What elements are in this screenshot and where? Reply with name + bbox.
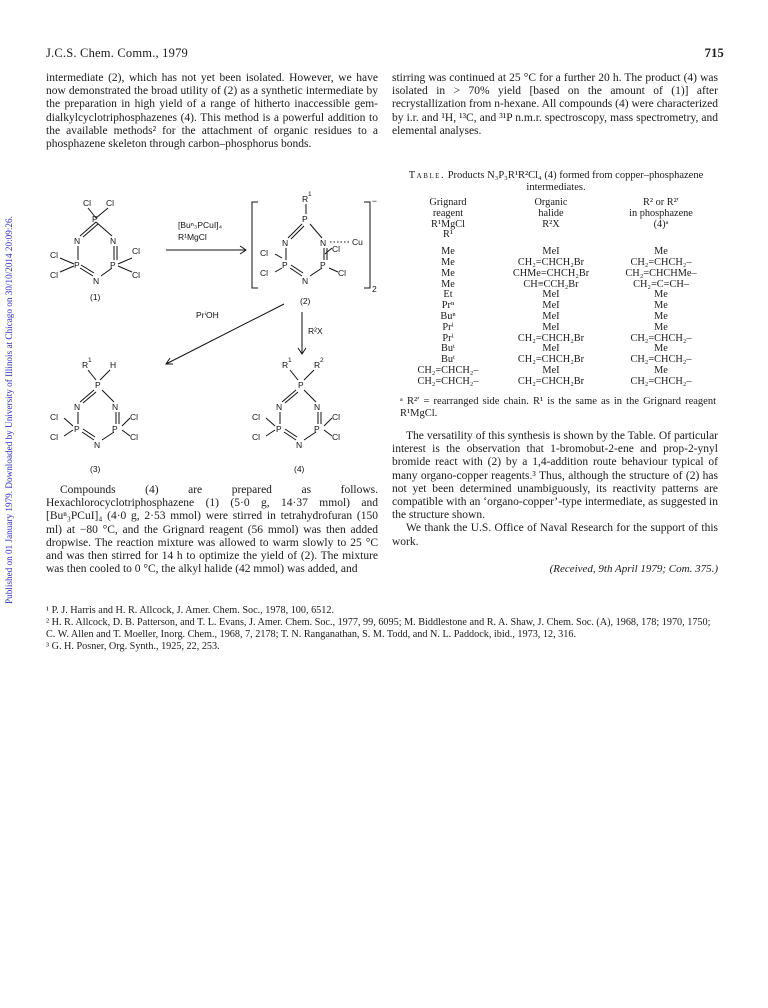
right-continuation-block (392, 72, 718, 138)
cl-atom: Cl (252, 412, 261, 422)
table-cell: Me (654, 289, 668, 301)
table-cell: Et (443, 289, 453, 301)
table-cell: MeI (542, 246, 560, 258)
r1-group: R (282, 360, 289, 370)
compound-4-label: (4) (294, 464, 305, 474)
table-header-row (400, 198, 716, 241)
cl-atom: Cl (50, 412, 59, 422)
products-table-wrap (400, 198, 716, 421)
table-cell: CH₂=CHCH₂Br (517, 375, 585, 387)
cl-atom: Cl (130, 432, 139, 442)
n-atom: N (74, 402, 81, 412)
table-cell: CH₂=CHCH₂Br (517, 256, 585, 268)
table-cell: CH₂=CHCH₂– (630, 256, 692, 268)
table-footnote: ᵃ R²′ = rearranged side chain. R¹ is the same as in the Grignard reagent R¹MgCl. (400, 395, 716, 420)
compound-1-label: (1) (90, 292, 101, 302)
download-sidebar-note: Published on 01 January 1979. Downloaded by University of Illinois at Chicago on 30/10/2014 20:09:26. (4, 216, 14, 604)
n-atom: N (320, 238, 327, 248)
procedure-paragraph: Compounds (4) are prepared as follows. Hexachlorocyclotriphosphazene (1) (5·0 g, 14·37 mmol) and [Buⁿ₃PCuI]₄ (4·0 g, 2·53 mmol) were stirred in tetrahydrofuran (150 ml) at −80 °C, and the Grignard reagent (56 mmol) was then added dropwise. The reaction mixture was allowed to warm slowly to 25 °C and was then stirred for 14 h to optimize the yield of (2). The mixture was then cooled to 0 °C, the alkyl halide (42 mmol) was added, and (46, 484, 378, 576)
n-atom: N (94, 440, 101, 450)
cl-atom: Cl (130, 412, 139, 422)
reagent-copper-complex: [Buⁿ₃PCuI]₄ (178, 220, 223, 230)
cl-atom: Cl (106, 198, 115, 208)
reagent-isopropanol: PrⁱOH (196, 310, 219, 320)
table-cell: Me (654, 310, 668, 322)
r1-superscript: 1 (288, 357, 292, 364)
compound-1-structure (50, 198, 140, 302)
compound-3-structure (50, 357, 138, 474)
cl-atom: Cl (50, 250, 59, 260)
p-atom: P (74, 260, 80, 270)
table-cell: MeI (542, 310, 560, 322)
r1-superscript: 1 (88, 357, 92, 364)
r1-superscript: 1 (308, 191, 312, 198)
p-atom: P (298, 380, 304, 390)
n-atom: N (93, 276, 100, 286)
r1-group: R (302, 194, 309, 204)
p-atom: P (302, 214, 308, 224)
cl-atom: Cl (338, 268, 347, 278)
n-atom: N (314, 402, 321, 412)
table-body (400, 247, 716, 387)
compound-3-label: (3) (90, 464, 101, 474)
r2-group: R (314, 360, 321, 370)
table-cell: Me (441, 256, 455, 268)
table-cell: Me (441, 278, 455, 290)
n-atom: N (302, 276, 309, 286)
bracket-subscript: 2 (372, 284, 377, 294)
table-cell: MeI (542, 364, 560, 376)
n-atom: N (296, 440, 303, 450)
p-atom: P (314, 424, 320, 434)
versatility-block (392, 430, 718, 575)
n-atom: N (276, 402, 283, 412)
table-cell: CH₂=CHCH₂– (417, 375, 479, 387)
table-cell: Prⁱ (442, 321, 454, 333)
table-cell: Buᵗ (441, 343, 455, 355)
cl-atom: Cl (332, 432, 341, 442)
p-atom: P (320, 260, 326, 270)
table-cell: Buⁿ (440, 310, 456, 322)
page-number: 715 (704, 46, 724, 60)
table-cell: MeI (542, 321, 560, 333)
left-intro-block (46, 72, 378, 151)
table-cell: Me (441, 246, 455, 258)
n-atom: N (112, 402, 119, 412)
table-cell: CH₂=C=CH– (633, 278, 689, 290)
column-header-product: R² or R²′ in phosphazene (4)ᵃ (629, 197, 693, 230)
received-line: (Received, 9th April 1979; Com. 375.) (549, 562, 718, 575)
p-atom: P (74, 424, 80, 434)
table-row (400, 269, 716, 280)
cl-atom: Cl (132, 246, 141, 256)
reference-2: ² H. R. Allcock, D. B. Patterson, and T. L. Evans, J. Amer. Chem. Soc., 1977, 99, 6095; M. Biddlestone and R. A. Shaw, J. Chem. Soc. (A), 1968, 178; 1970, 1750; C. W. Allen and T. Moeller, Inorg. Chem., 1968, 7, 2178; T. N. Ranganathan, S. M. Todd, and N. L. Paddock, ibid., 1973, 12, 316. (46, 617, 711, 640)
cl-atom: Cl (50, 270, 59, 280)
cl-atom: Cl (252, 432, 261, 442)
table-cell: Me (654, 300, 668, 312)
table-cell: Me (654, 321, 668, 333)
table-cell: MeI (542, 300, 560, 312)
table-cell: MeI (542, 343, 560, 355)
reference-1: ¹ P. J. Harris and H. R. Allcock, J. Amer. Chem. Soc., 1978, 100, 6512. (46, 605, 335, 616)
p-atom: P (282, 260, 288, 270)
r1-group: R (82, 360, 89, 370)
p-atom: P (95, 380, 101, 390)
table-label: Table. (408, 170, 446, 181)
table-cell: Me (654, 364, 668, 376)
reagent-grignard: R¹MgCl (178, 232, 207, 242)
table-cell: CH₂=CHCHMe– (625, 267, 697, 279)
cl-atom: Cl (260, 268, 269, 278)
p-atom: P (112, 424, 118, 434)
charge-sign: − (372, 196, 377, 206)
n-atom: N (74, 236, 81, 246)
column-header-halide: Organic halide R²X (534, 197, 568, 230)
table-cell: CH₂=CHCH₂– (630, 354, 692, 366)
table-row (400, 323, 716, 334)
column-header-grignard: Grignard reagent R¹MgCl R¹ (429, 197, 467, 241)
cl-atom: Cl (50, 432, 59, 442)
table-cell: Prⁱ (442, 332, 454, 344)
table-cell: CH₂=CHCH₂– (630, 375, 692, 387)
table-cell: CH≡CCH₂Br (523, 278, 579, 290)
products-table (400, 198, 716, 388)
cl-atom: Cl (332, 412, 341, 422)
table-cell: CHMe=CHCH₂Br (512, 267, 590, 279)
cl-atom: Cl (260, 248, 269, 258)
p-atom: P (276, 424, 282, 434)
compound-4-structure (252, 357, 340, 474)
versatility-paragraph: The versatility of this synthesis is shown by the Table. Of particular interest is the observation that 1-bromobut-2-ene and prop-2-ynyl bromide react with (2) by a 1,4-addition route behaviour typical of many organo-copper reagents.³ Thus, although the structure of (2) has not yet been determined unambiguously, its reactivity patterns are compatible with an ‘organo-copper’-type intermediate, as suggested in the structure shown. (392, 430, 718, 522)
n-atom: N (282, 238, 289, 248)
cl-atom: Cl (332, 244, 341, 254)
table-cell: Prⁿ (441, 300, 455, 312)
table-cell: CH₂=CHCH₂Br (517, 354, 585, 366)
table-caption-text: Products N₃P₃R¹R²Cl₄ (4) formed from copper–phosphazene intermediates. (447, 170, 704, 193)
references (46, 605, 722, 653)
table-cell: Me (441, 267, 455, 279)
reference-3: ³ G. H. Posner, Org. Synth., 1925, 22, 253. (46, 641, 220, 652)
r2-superscript: 2 (320, 357, 324, 364)
table-cell: MeI (542, 289, 560, 301)
reagent-alkyl-halide: R²X (308, 326, 323, 336)
table-cell: CH₂=CHCH₂– (630, 332, 692, 344)
table-row (400, 377, 716, 388)
intro-paragraph: intermediate (2), which has not yet been isolated. However, we have now demonstrated the broad utility of (2) as a synthetic intermediate by the preparation in high yield of a range of hitherto inaccessible gem-dialkylcyclotriphosphazenes (4). This method is a powerful addition to the available methods² for the attachment of organic residues to a phosphazene skeleton through carbon–phosphorus bonds. (46, 72, 378, 151)
left-procedure-block (46, 484, 378, 576)
p-atom: P (92, 214, 98, 224)
cl-atom: Cl (83, 198, 92, 208)
compound-2-label: (2) (300, 296, 311, 306)
table-caption (395, 170, 717, 194)
h-atom: H (110, 360, 117, 370)
table-cell: Me (654, 246, 668, 258)
table-cell: Me (654, 343, 668, 355)
continuation-paragraph: stirring was continued at 25 °C for a further 20 h. The product (4) was isolated in > 70% yield [based on the amount of (1)] after recrystallization from n-hexane. All compounds (4) were characterized by i.r. and ¹H, ¹³C, and ³¹P n.m.r. spectroscopy, mass spectrometry, and elemental analyses. (392, 72, 718, 137)
compound-2-structure (252, 191, 377, 306)
table-cell: CH₂=CHCH₂Br (517, 332, 585, 344)
journal-header: J.C.S. Chem. Comm., 1979 (46, 46, 188, 60)
acknowledgement-paragraph: We thank the U.S. Office of Naval Research for the support of this work. (392, 522, 718, 548)
n-atom: N (110, 236, 117, 246)
table-cell: CH₂=CHCH₂– (417, 364, 479, 376)
cl-atom: Cl (132, 270, 141, 280)
p-atom: P (110, 260, 116, 270)
table-cell: Buᵗ (441, 354, 455, 366)
cu-atom: Cu (352, 237, 363, 247)
reaction-scheme (46, 188, 378, 480)
